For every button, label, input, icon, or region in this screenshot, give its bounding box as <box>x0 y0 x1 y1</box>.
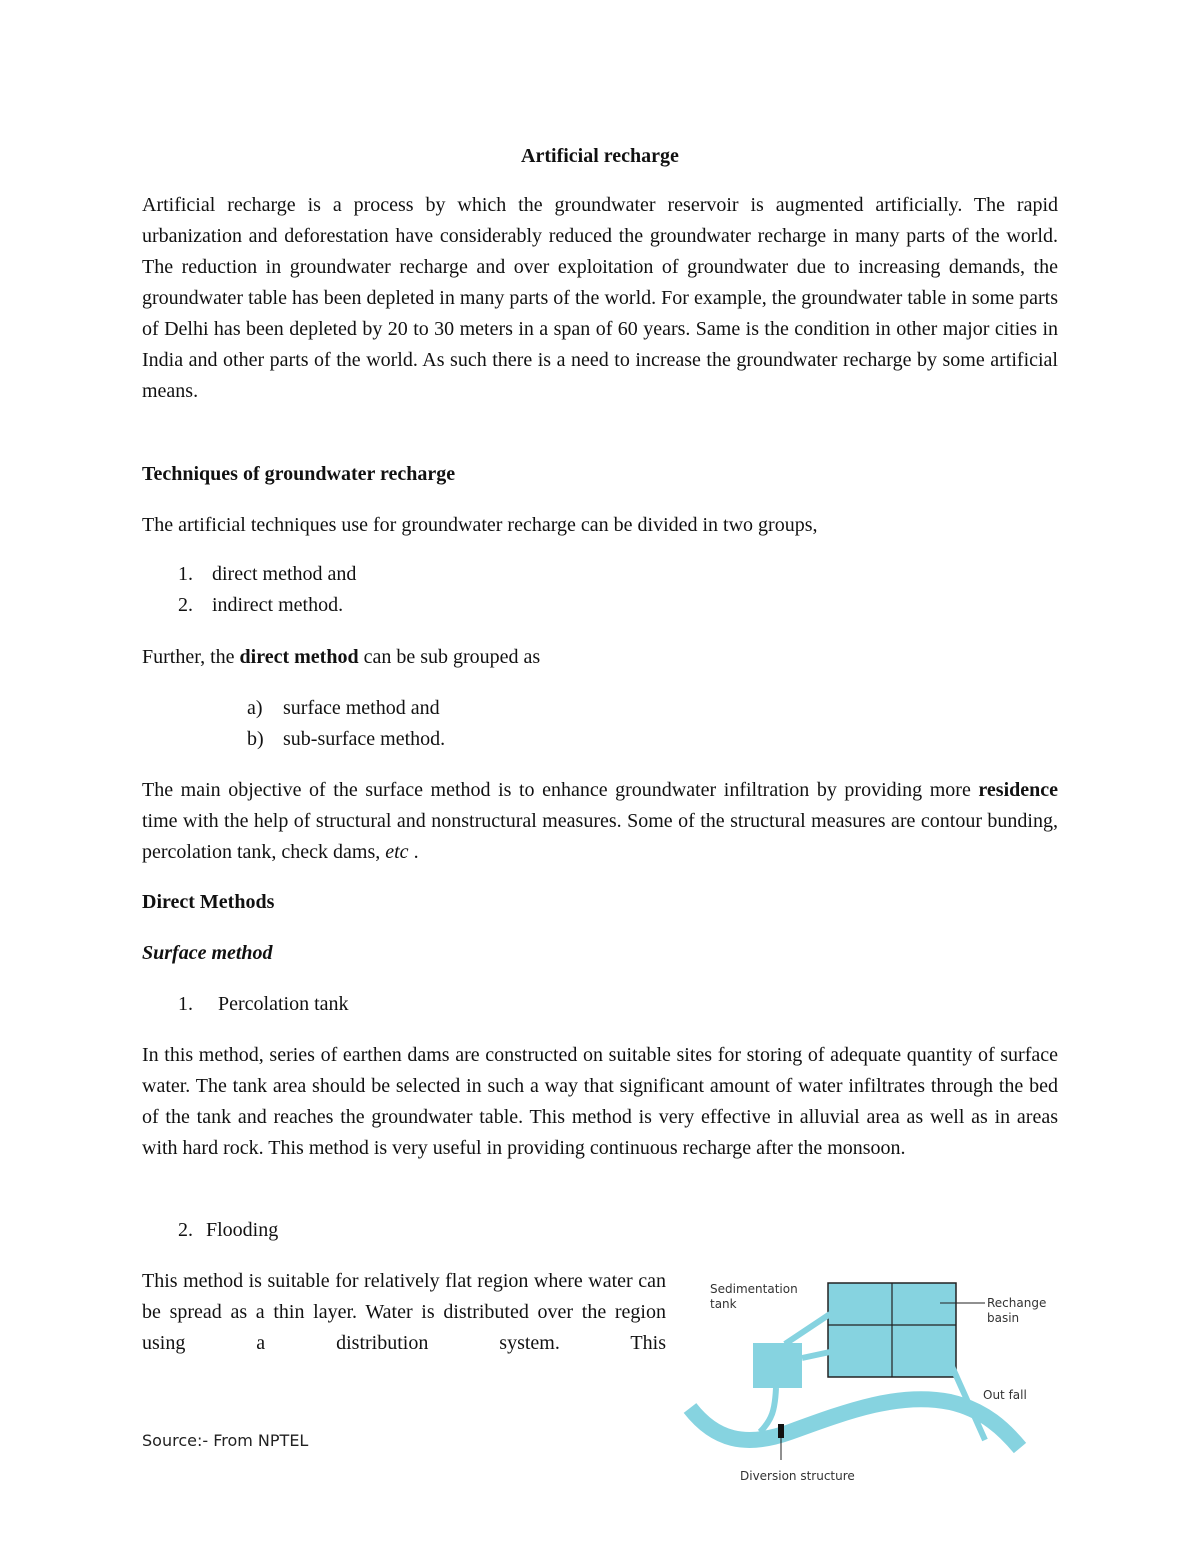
list-item: direct method and <box>212 563 357 585</box>
label-recharge: Rechange <box>987 1296 1047 1310</box>
sedimentation-tank <box>753 1343 802 1388</box>
bold-term: direct method <box>239 646 359 668</box>
text: can be sub grouped as <box>358 646 541 668</box>
surface-method-heading: Surface method <box>142 942 273 964</box>
list-item: surface method and <box>283 697 440 719</box>
list-number: 2. <box>178 594 193 616</box>
flooding-diagram <box>680 1270 1060 1490</box>
techniques-intro: The artificial techniques use for groundwater recharge can be divided in two groups, <box>142 514 818 536</box>
list-number: 1. <box>178 993 193 1015</box>
techniques-heading: Techniques of groundwater recharge <box>142 463 456 485</box>
intro-paragraph: Artificial recharge is a process by which the groundwater reservoir is augmented artificially. The rapid urbanization and deforestation have considerably reduced the groundwater recharge in many parts of the world. The reduction in groundwater recharge and over exploitation of groundwater due to increasing demands, the groundwater table has been depleted in many parts of the world. For example, the groundwater table in some parts of Delhi has been depleted by 20 to 30 meters in a span of 60 years. Same is the condition in other major cities in India and other parts of the world. As such there is a need to increase the groundwater recharge by some artificial means. <box>142 194 1058 402</box>
label-basin: basin <box>987 1311 1020 1325</box>
text: The main objective of the surface method is to enhance groundwater infiltration by providing more <box>142 779 979 801</box>
percolation-paragraph: In this method, series of earthen dams are constructed on suitable sites for storing of adequate quantity of surface water. The tank area should be selected in such a way that significant amount of water infiltrates through the bed of the tank and reaches the groundwater table. This method is very effective in alluvial area as well as in areas with hard rock. This method is very useful in providing continuous recharge after the monsoon. <box>142 1044 1058 1159</box>
list-number: 2. <box>178 1219 193 1241</box>
flooding-paragraph: This method is suitable for relatively flat region where water can be spread as a thin layer. Water is distributed over the region using a distribution system. This <box>142 1270 666 1354</box>
label-tank: tank <box>710 1297 737 1311</box>
label-outfall: Out fall <box>983 1388 1027 1402</box>
direct-methods-heading: Direct Methods <box>142 891 275 913</box>
objective-paragraph <box>142 775 1058 868</box>
italic-term: etc <box>385 841 409 863</box>
text: Further, the <box>142 646 240 668</box>
list-letter: a) <box>247 697 263 719</box>
list-number: 1. <box>178 563 193 585</box>
bold-term: residence <box>978 779 1058 801</box>
diversion-structure <box>778 1424 784 1438</box>
page-title: Artificial recharge <box>521 145 679 167</box>
source-footer: Source:- From NPTEL <box>142 1431 309 1450</box>
text: . <box>408 841 419 863</box>
percolation-tank-title: Percolation tank <box>218 993 349 1015</box>
text: time with the help of structural and nonstructural measures. Some of the structural measures are contour bunding, percolation tank, check dams, <box>142 810 1058 863</box>
list-item: sub-surface method. <box>283 728 446 750</box>
list-letter: b) <box>247 728 264 750</box>
label-diversion: Diversion structure <box>740 1469 855 1483</box>
further-text <box>142 642 540 673</box>
list-item: indirect method. <box>212 594 344 616</box>
flooding-title: Flooding <box>206 1219 279 1241</box>
label-sedimentation: Sedimentation <box>710 1282 798 1296</box>
